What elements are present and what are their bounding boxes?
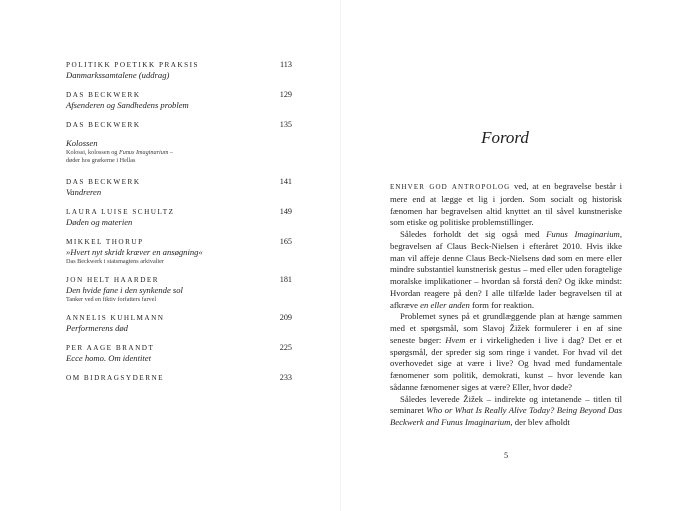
toc-subtitle: Das Beckwerk i statsmagtens arkivalier [66,258,164,265]
paragraph-italic: en eller anden [420,299,470,310]
paragraph-italic: Das Beckwerk and Funus Imaginarium [390,405,623,427]
toc-page-number: 113 [280,60,292,69]
book-gutter [340,0,341,511]
toc-author: DAS BECKWERK [66,178,141,186]
paragraph [390,181,622,229]
toc-author: LAURA LUISE SCHULTZ [66,208,175,216]
toc-author: MIKKEL THORUP [66,238,144,246]
toc-page-number: 233 [279,373,292,382]
paragraph-italic: Funus Imaginarium [546,229,620,239]
toc-page-number: 135 [279,120,292,129]
toc-entry [66,90,292,111]
paragraph-text: , begravelsen af Claus Beck-Nielsen i efteråret 2010. Hvis ikke man vil affeje denne Claus Beck-Nielsens død som en mere eller mindre substantiel kunstnerisk gestus – med eller uden foragtelige moralske implikationer – hvordan så forstå den? Og ikke mindst: Hvordan reagere på den? I alle tilfælde lader begravelsen til at afkræve [390,229,622,310]
paragraph [390,311,622,393]
toc-page-number: 209 [279,313,292,322]
toc-subtitle: døder hos grækerne i Hellas [66,157,136,164]
toc-title: »Hvert nyt skridt kræver en ansøgning« [66,247,203,257]
paragraph-italic: Hvem [445,334,466,345]
toc-entry [66,177,292,198]
paragraph-text: er i virkeligheden i live i dag? Det er et spørgsmål, der spreder sig som ringe i vandet. For hvad vil det overhovedet sige at være i live? Og hvad med fundamentale fænomener som politik, demokrati, kunst – hvor levende kan sådanne fænomener siges at være? Eller, hvor døde? [390,334,622,392]
foreword-title: Forord [481,128,529,147]
toc-author: JON HELT HAARDER [66,276,160,284]
toc-entry [66,207,292,228]
toc-page-number: 165 [279,237,292,246]
table-of-contents [66,60,292,392]
toc-title: Vandreren [66,187,102,197]
toc-entry [66,313,292,334]
toc-subtitle-part: – [168,149,173,156]
toc-author: PER AAGE BRANDT [66,344,155,352]
toc-page-number: 225 [279,343,292,352]
toc-title: Performerens død [66,323,128,333]
toc-title: Kolossen [66,138,98,148]
foreword-body [390,181,622,429]
paragraph-lead-smallcaps: ENHVER GOD ANTROPOLOG [390,183,511,191]
paragraph-text: Problemet synes på et grundlæggende plan at hænge sammen med et spørgsmål, som Slavoj Žižek formulerer i en af sine seneste bøger: [390,311,622,345]
paragraph-text: form for reaktion. [469,299,535,310]
toc-author: ANNELIS KUHLMANN [66,314,165,322]
paragraph-text: , der blev afholdt [510,417,570,427]
toc-entry [66,275,292,304]
toc-entry [66,343,292,364]
toc-title: Ecce homo. Om identitet [66,353,151,363]
toc-page-number: 181 [279,275,292,284]
toc-title: Den hvide fane i den synkende sol [66,285,183,295]
toc-author: POLITIKK POETIKK PRAKSIS [66,61,200,69]
toc-entry [66,237,292,266]
toc-title: Døden og materien [66,217,133,227]
paragraph-text: Således leverede Žižek – indirekte og intetanende – titlen til seminaret [390,393,622,416]
toc-entry [66,373,292,383]
paragraph-text: ved, at en begravelse består i mere end at lægge et lig i jorden. Som socialt og historisk fænomen har begravelsen altid knyttet an til såvel kunstneriske som etiske og politiske problemstillinger. [390,181,622,228]
toc-subtitle: Tanker ved en fiktiv forfatters farvel [66,296,157,303]
toc-author: DAS BECKWERK [66,91,141,99]
toc-subtitle [66,149,292,157]
toc-page-number: 149 [279,207,292,216]
toc-page-number: 129 [279,90,292,99]
toc-entry [66,138,292,165]
paragraph [390,229,622,311]
toc-author: DAS BECKWERK [66,121,141,129]
toc-title: Danmarkssamtalene (uddrag) [66,70,170,80]
paragraph [390,394,622,429]
toc-author: OM BIDRAGSYDERNE [66,374,165,382]
toc-subtitle-part: Kolossi, kolossen og [66,149,119,156]
toc-page-number: 141 [279,177,292,186]
toc-entry [66,60,292,81]
paragraph-text: Således forholdt det sig også med [400,229,547,239]
paragraph-italic: Who or What Is Really Alive Today? Being Beyond [426,405,606,416]
toc-title: Afsenderen og Sandhedens problem [66,100,189,110]
toc-entry [66,120,292,130]
page-number: 5 [503,451,509,460]
toc-subtitle-italic: Funus Imaginarium [118,149,169,156]
